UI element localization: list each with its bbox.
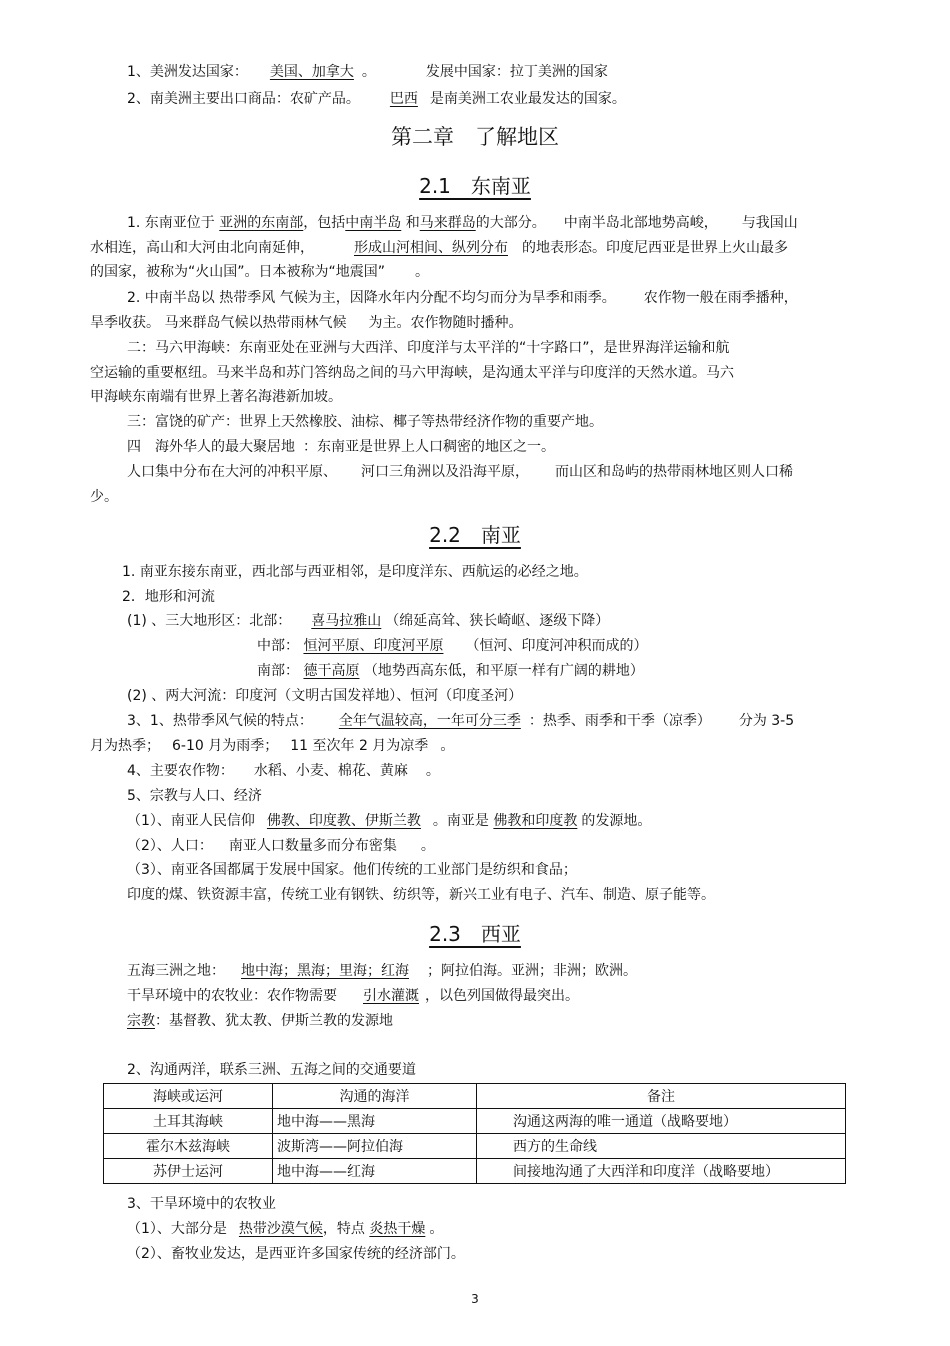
- text-line: 宗教：基督教、犹太教、伊斯兰教的发源地: [127, 1013, 393, 1029]
- text-line: 人口集中分布在大河的冲积平原、 河口三角洲以及沿海平原， 而山区和岛屿的热带雨林地区则人口稀: [127, 464, 793, 480]
- table-row: [104, 1159, 846, 1184]
- table-header-row: [104, 1084, 846, 1109]
- text-line: (1) 、三大地形区：北部： 喜马拉雅山 （绵延高耸、狭长崎岖、逐级下降）: [127, 613, 610, 629]
- section-title: 2.2 南亚: [429, 523, 521, 547]
- text-line: 的国家，被称为“火山国”。日本被称为“地震国” 。: [90, 264, 430, 280]
- text-line: 1. 东南亚位于 亚洲的东南部，包括中南半岛 和马来群岛的大部分。 中南半岛北部地势高峻， 与我国山: [127, 215, 798, 231]
- text-line: （2）、人口： 南亚人口数量多而分布密集 。: [127, 838, 435, 854]
- text-line: 甲海峡东南端有世界上著名海港新加坡。: [90, 389, 342, 405]
- table-cell: 地中海——黑海: [273, 1109, 477, 1134]
- text-line: 月为热季； 6-10 月为雨季； 11 至次年 2 月为凉季 。: [90, 738, 455, 754]
- text-line: 印度的煤、铁资源丰富，传统工业有钢铁、纺织等，新兴工业有电子、汽车、制造、原子能等。: [127, 887, 715, 903]
- text-line: 五海三洲之地： 地中海；黑海；里海；红海 ；阿拉伯海。亚洲；非洲；欧洲。: [127, 963, 637, 979]
- text-line: 3、干旱环境中的农牧业: [127, 1196, 276, 1212]
- section-title: 2.1 东南亚: [419, 174, 531, 198]
- table-cell: 地中海——红海: [273, 1159, 477, 1184]
- table-header: 沟通的海洋: [273, 1084, 477, 1109]
- text-line: （3）、南亚各国都属于发展中国家。他们传统的工业部门是纺织和食品；: [127, 862, 577, 878]
- table-header: 备注: [477, 1084, 846, 1109]
- table-cell: 西方的生命线: [477, 1134, 846, 1159]
- text-line: 二：马六甲海峡：东南亚处在亚洲与大西洋、印度洋与太平洋的“十字路口”，是世界海洋运输和航: [127, 340, 730, 356]
- text-line: 5、宗教与人口、经济: [127, 788, 262, 804]
- table-row: [104, 1134, 846, 1159]
- text-line: 南部： 德干高原 （地势西高东低，和平原一样有广阔的耕地）: [257, 663, 644, 679]
- text-line: 旱季收获。 马来群岛气候以热带雨林气候 为主。农作物随时播种。: [90, 315, 523, 331]
- table-cell: 波斯湾——阿拉伯海: [273, 1134, 477, 1159]
- text-line: 三：富饶的矿产：世界上天然橡胶、油棕、椰子等热带经济作物的重要产地。: [127, 414, 603, 430]
- text-line: 2、南美洲主要出口商品：农矿产品。 巴西 是南美洲工农业最发达的国家。: [127, 91, 626, 107]
- text-line: 水相连，高山和大河由北向南延伸， 形成山河相间、纵列分布 的地表形态。印度尼西亚是世界上火山最多: [90, 240, 788, 256]
- table-header: 海峡或运河: [104, 1084, 273, 1109]
- text-line: (2) 、两大河流：印度河（文明古国发祥地）、恒河（印度圣河）: [127, 688, 523, 704]
- table-cell: 间接地沟通了大西洋和印度洋（战略要地）: [477, 1159, 846, 1184]
- text-line: 2．地形和河流: [122, 589, 215, 605]
- table-cell: 霍尔木兹海峡: [104, 1134, 273, 1159]
- text-line: 2. 中南半岛以 热带季风 气候为主，因降水年内分配不均匀而分为旱季和雨季。 农作物一般在雨季播种，: [127, 290, 798, 306]
- text-line: （1）、大部分是 热带沙漠气候，特点 炎热干燥 。: [127, 1221, 444, 1237]
- text-line: 中部： 恒河平原、印度河平原 （恒河、印度河冲积而成的）: [257, 638, 648, 654]
- straits-table: [103, 1083, 846, 1184]
- text-line: 干旱环境中的农牧业：农作物需要 引水灌溉 ，以色列国做得最突出。: [127, 988, 579, 1004]
- text-line: 1. 南亚东接东南亚，西北部与西亚相邻，是印度洋东、西航运的必经之地。: [122, 564, 588, 580]
- text-line: 4、主要农作物： 水稻、小麦、棉花、黄麻 。: [127, 763, 440, 779]
- text-line: 少。: [90, 489, 118, 505]
- table-cell: 土耳其海峡: [104, 1109, 273, 1134]
- text-line: （1）、南亚人民信仰 佛教、印度教、伊斯兰教 。南亚是 佛教和印度教 的发源地。: [127, 813, 652, 829]
- table-cell: 苏伊士运河: [104, 1159, 273, 1184]
- text-line: （2）、畜牧业发达，是西亚许多国家传统的经济部门。: [127, 1246, 465, 1262]
- section-title: 2.3 西亚: [429, 922, 521, 946]
- text-line: 四 海外华人的最大聚居地 ：东南亚是世界上人口稠密的地区之一。: [127, 439, 555, 455]
- text-line: 1、美洲发达国家： 美国、加拿大 。 发展中国家：拉丁美洲的国家: [127, 64, 608, 80]
- text-line: 空运输的重要枢纽。马来半岛和苏门答纳岛之间的马六甲海峡，是沟通太平洋与印度洋的天然水道。马六: [90, 365, 734, 381]
- text-line: 2、沟通两洋，联系三洲、五海之间的交通要道: [127, 1062, 416, 1078]
- page-number: 3: [471, 1292, 479, 1306]
- table-cell: 沟通这两海的唯一通道（战略要地）: [477, 1109, 846, 1134]
- table-row: [104, 1109, 846, 1134]
- chapter-title: 第二章 了解地区: [391, 125, 559, 149]
- text-line: 3、1、热带季风气候的特点： 全年气温较高，一年可分三季 ：热季、雨季和干季（凉季） 分为 3-5: [127, 713, 795, 729]
